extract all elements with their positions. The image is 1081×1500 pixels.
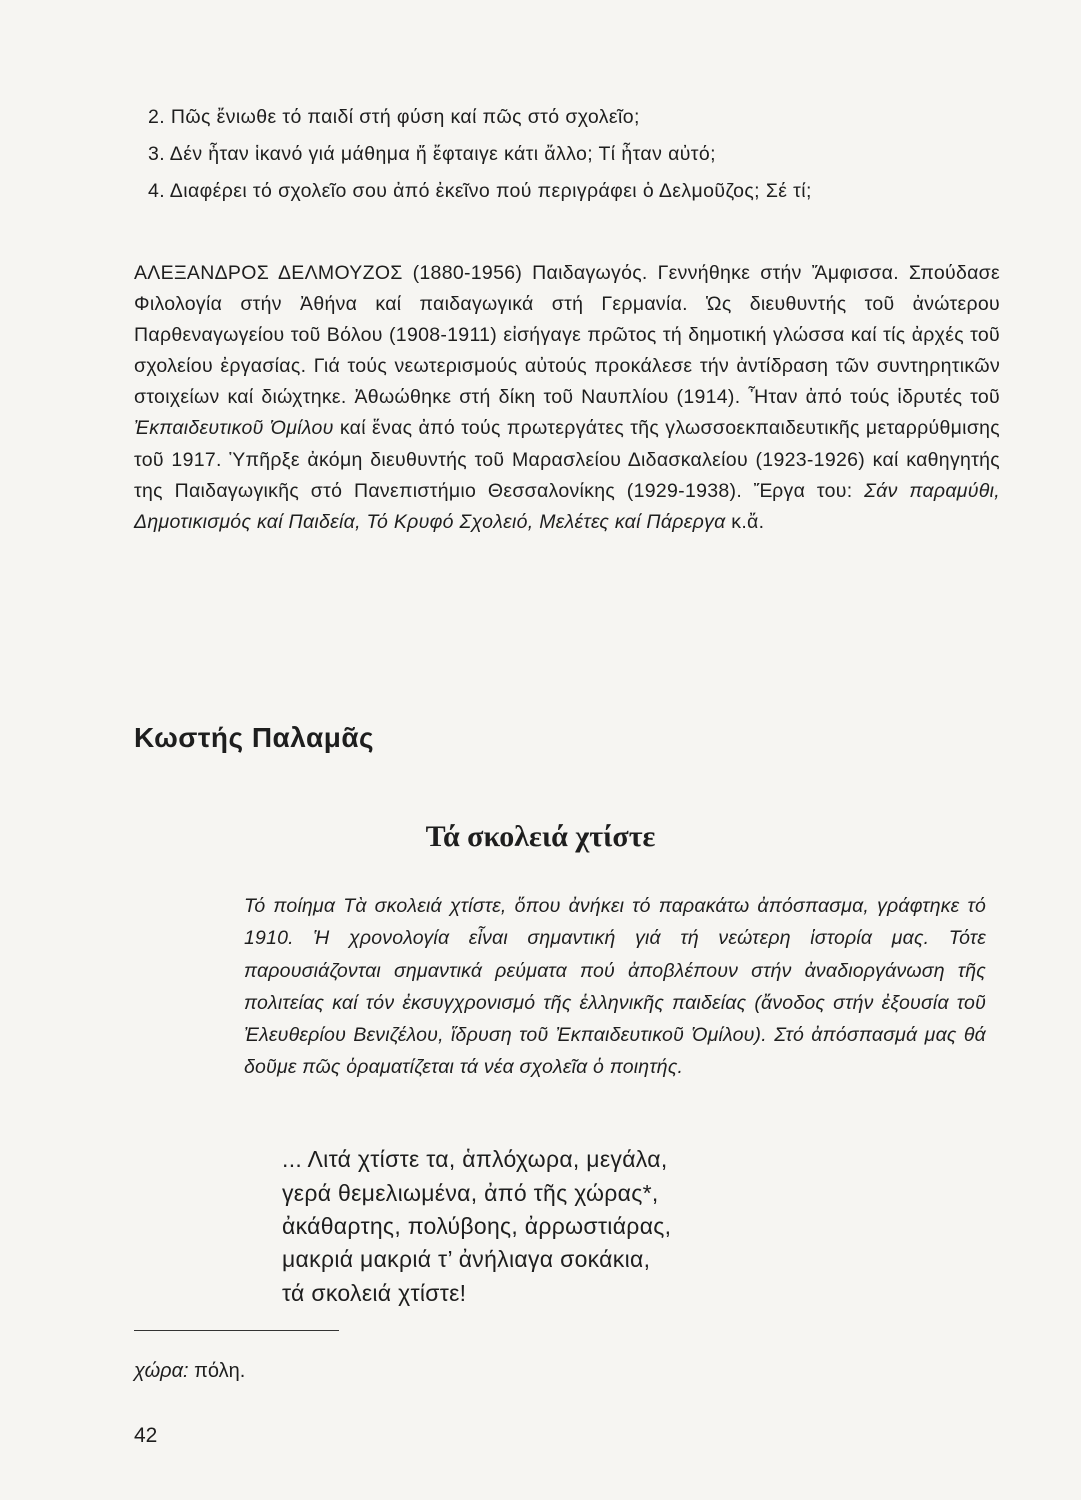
verse-line: μακριά μακριά τ’ ἀνήλιαγα σοκάκια, — [282, 1246, 651, 1272]
page-number: 42 — [134, 1424, 158, 1447]
footnote-term: χώρα: — [134, 1360, 189, 1382]
bio-text-1: ΑΛΕΞΑΝΔΡΟΣ ΔΕΛΜΟΥΖΟΣ (1880-1956) Παιδαγωγός. Γεννήθηκε στήν Ἄμφισσα. Σπούδασε Φιλολογία στήν Ἀθήνα καί παιδαγωγικά στή Γερμανία. Ὡς διευθυντής τοῦ ἀνώτερου Παρθεναγωγείου τοῦ Βόλου (1908-1911) εἰσήγαγε πρῶτος τή δημοτική γλώσσα καί τίς ἀρχές τοῦ σχολείου ἐργασίας. Γιά τούς νεωτερισμούς αὐτούς προκάλεσε τήν ἀντίδραση τῶν συντηρητικῶν στοιχείων καί διώχτηκε. Ἀθωώθηκε στή δίκη τοῦ Ναυπλίου (1914). Ἦταν ἀπό τούς ἱδρυτές τοῦ — [134, 262, 1000, 409]
question-4: 4. Διαφέρει τό σχολεῖο σου ἀπό ἐκεῖνο πού περιγράφει ὁ Δελμοῦζος; Σέ τί; — [148, 180, 812, 202]
poem-title: Τά σκολειά χτίστε — [425, 820, 656, 853]
verse-line: ἀκάθαρτης, πολύβοης, ἀρρωστιάρας, — [282, 1213, 672, 1239]
verse-line: ... Λιτά χτίστε τα, ἁπλόχωρα, μεγάλα, — [282, 1146, 668, 1172]
author-heading: Κωστής Παλαμᾶς — [134, 722, 375, 753]
author-biography — [134, 258, 1000, 538]
question-2: 2. Πῶς ἔνιωθε τό παιδί στή φύση καί πῶς στό σχολεῖο; — [148, 106, 640, 128]
footnote-definition: πόλη. — [188, 1360, 246, 1382]
verse-line: τά σκολειά χτίστε! — [282, 1280, 467, 1306]
footnote — [134, 1360, 245, 1383]
footnote-divider — [134, 1330, 339, 1331]
question-3: 3. Δέν ἦταν ἱκανό γιά μάθημα ἤ ἔφταιγε κάτι ἄλλο; Τί ἦταν αὐτό; — [148, 143, 716, 165]
bio-works-italic: Σάν παραμύθι, Δημοτικισμός καί Παιδεία, Τό Κρυφό Σχολειό, Μελέτες καί Πάρεργα — [134, 479, 1000, 533]
bio-italic-1: Ἐκπαιδευτικοῦ Ὁμίλου — [134, 417, 334, 440]
bio-text-3: κ.ἄ. — [725, 510, 765, 533]
bio-text-2: καί ἕνας ἀπό τούς πρωτεργάτες τῆς γλωσσοεκπαιδευτικῆς μεταρρύθμισης τοῦ 1917. Ὑπῆρξε ἀκόμη διευθυντής τοῦ Μαρασλείου Διδασκαλείου (1923-1926) καί καθηγητής της Παιδαγωγικῆς στό Πανεπιστήμιο Θεσσαλονίκης (1929-1938). Ἔργα του: — [134, 417, 1000, 502]
poem-introduction: Τό ποίημα Τὰ σκολειά χτίστε, ὅπου ἀνήκει τό παρακάτω ἀπόσπασμα, γράφτηκε τό 1910. Ἡ χρονολογία εἶναι σημαντική γιά τή νεώτερη ἱστορία μας. Τότε παρουσιάζονται σημαντικά ρεύματα πού ἀποβλέπουν στήν ἀναδιοργάνωση τῆς πολιτείας καί τόν ἐκσυγχρονισμό τῆς ἑλληνικῆς παιδείας (ἄνοδος στήν ἐξουσία τοῦ Ἐλευθερίου Βενιζέλου, ἵδρυση τοῦ Ἐκπαιδευτικοῦ Ὁμίλου). Στό ἀπόσπασμά μας θά δοῦμε πῶς ὁραματίζεται τά νέα σχολεῖα ὁ ποιητής. — [244, 895, 986, 1079]
verse-line: γερά θεμελιωμένα, ἀπό τῆς χώρας*, — [282, 1180, 659, 1206]
